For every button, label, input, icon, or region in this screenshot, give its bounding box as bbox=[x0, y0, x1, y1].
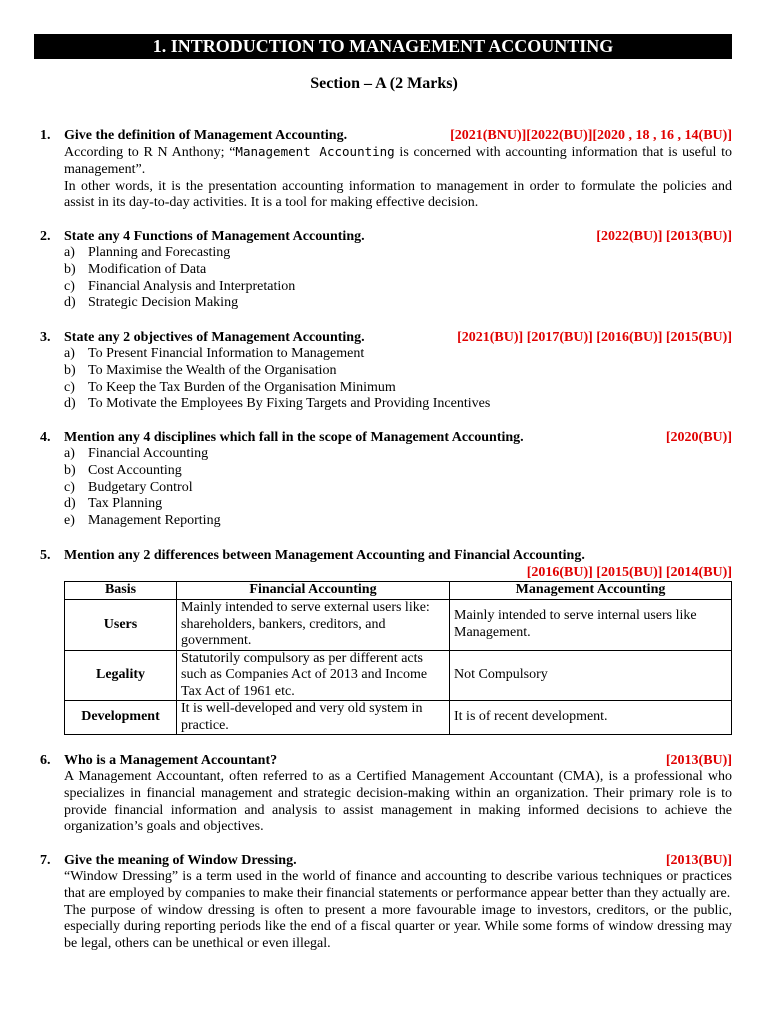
comparison-table bbox=[64, 581, 732, 735]
table-cell: Development bbox=[65, 701, 177, 735]
table-cell: Legality bbox=[65, 650, 177, 701]
answer-list bbox=[64, 446, 732, 530]
list-item: a) Financial Accounting bbox=[64, 446, 209, 461]
list-item: d) To Motivate the Employees By Fixing Targets and Providing Incentives bbox=[64, 396, 491, 412]
question-number: 7. bbox=[40, 853, 51, 868]
question-number: 4. bbox=[40, 430, 51, 445]
chapter-title: 1. INTRODUCTION TO MANAGEMENT ACCOUNTING bbox=[34, 34, 732, 59]
question-4 bbox=[40, 429, 732, 530]
question-text: State any 2 objectives of Management Accounting. bbox=[64, 330, 365, 345]
question-1 bbox=[40, 127, 732, 212]
table-cell: Mainly intended to serve external users like: shareholders, bankers, creditors, and government. bbox=[177, 600, 450, 651]
table-cell: It is well-developed and very old system in practice. bbox=[177, 701, 450, 735]
question-number: 5. bbox=[40, 548, 51, 563]
question-3 bbox=[40, 329, 732, 413]
table-cell: Not Compulsory bbox=[450, 650, 732, 701]
question-number: 3. bbox=[40, 330, 51, 345]
exam-reference: [2020(BU)] bbox=[665, 430, 732, 445]
definition-rest: is concerned with accounting information that is useful to management”. bbox=[64, 145, 732, 177]
table-row bbox=[65, 650, 732, 701]
list-item: d) Strategic Decision Making bbox=[64, 295, 239, 311]
exam-reference: [2016(BU)] [2015(BU)] [2014(BU)] bbox=[526, 565, 732, 580]
answer-text: A Management Accountant, often referred to as a Certified Management Accountant (CMA), is a professional who specializes in financial management and strategic decision-making within an organization. Their primary role is to provide financial information and analysis to assist management in making informed decisions to achieve the organization’s goals and objectives. bbox=[64, 769, 732, 835]
table-row bbox=[65, 701, 732, 735]
question-text: Give the definition of Management Accounting. bbox=[64, 128, 348, 143]
exam-reference: [2021(BU)] [2017(BU)] [2016(BU)] [2015(BU)] bbox=[457, 330, 732, 345]
exam-reference: [2021(BNU)][2022(BU)][2020 , 18 , 16 , 14(BU)] bbox=[450, 128, 732, 143]
column-header: Basis bbox=[65, 582, 177, 600]
section-heading: Section – A (2 Marks) bbox=[310, 75, 458, 92]
question-text: Give the meaning of Window Dressing. bbox=[64, 853, 297, 868]
answer-text: “Window Dressing” is a term used in the world of finance and accounting to describe various techniques or practices that are employed by companies to make their financial statements or performance appear better than they actually are. bbox=[64, 869, 732, 901]
list-item: a) To Present Financial Information to Management bbox=[64, 346, 365, 361]
question-number: 1. bbox=[40, 128, 51, 143]
exam-reference: [2013(BU)] bbox=[665, 753, 732, 768]
question-number: 6. bbox=[40, 753, 51, 768]
answer-list bbox=[64, 346, 732, 413]
list-item: c) Budgetary Control bbox=[64, 479, 193, 495]
table-cell: Mainly intended to serve internal users like Management. bbox=[450, 600, 732, 651]
list-item: c) Financial Analysis and Interpretation bbox=[64, 278, 296, 294]
question-number: 2. bbox=[40, 229, 51, 244]
definition-term: Management Accounting bbox=[235, 144, 395, 159]
question-text: Mention any 4 disciplines which fall in the scope of Management Accounting. bbox=[64, 430, 524, 445]
table-header-row bbox=[65, 582, 732, 600]
answer-list bbox=[64, 245, 732, 312]
list-item: b) Cost Accounting bbox=[64, 462, 182, 478]
exam-reference: [2013(BU)] bbox=[665, 853, 732, 868]
list-item: a) Planning and Forecasting bbox=[64, 245, 231, 260]
column-header: Financial Accounting bbox=[177, 582, 450, 600]
question-2 bbox=[40, 228, 732, 312]
answer-text bbox=[64, 144, 732, 179]
list-item: d) Tax Planning bbox=[64, 496, 163, 512]
question-text: Who is a Management Accountant? bbox=[64, 753, 278, 768]
question-text: Mention any 2 differences between Management Accounting and Financial Accounting. bbox=[64, 548, 585, 563]
table-cell: It is of recent development. bbox=[450, 701, 732, 735]
list-item: e) Management Reporting bbox=[64, 513, 221, 529]
column-header: Management Accounting bbox=[450, 582, 732, 600]
list-item: b) Modification of Data bbox=[64, 261, 207, 277]
answer-text-2: The purpose of window dressing is often to present a more favourable image to investors, creditors, or the public, especially during reporting periods like the end of a fiscal quarter or year. While some forms of window dressing may be legal, others can be unethical or even illegal. bbox=[64, 902, 732, 952]
question-7 bbox=[40, 852, 732, 953]
table-cell: Statutorily compulsory as per different acts such as Companies Act of 2013 and Income Tax Act of 1961 etc. bbox=[177, 650, 450, 701]
question-text: State any 4 Functions of Management Accounting. bbox=[64, 229, 365, 244]
table-row bbox=[65, 600, 732, 651]
question-6 bbox=[40, 752, 732, 836]
list-item: c) To Keep the Tax Burden of the Organisation Minimum bbox=[64, 379, 396, 395]
definition-prefix: According to R N Anthony; “ bbox=[64, 145, 236, 160]
question-5 bbox=[40, 547, 732, 735]
answer-text-2: In other words, it is the presentation accounting information to management in order to formulate the policies and assist in its day-to-day activities. It is a tool for making effective decision. bbox=[64, 178, 732, 211]
list-item: b) To Maximise the Wealth of the Organisation bbox=[64, 362, 337, 378]
exam-reference: [2022(BU)] [2013(BU)] bbox=[596, 229, 732, 244]
table-cell: Users bbox=[65, 600, 177, 651]
